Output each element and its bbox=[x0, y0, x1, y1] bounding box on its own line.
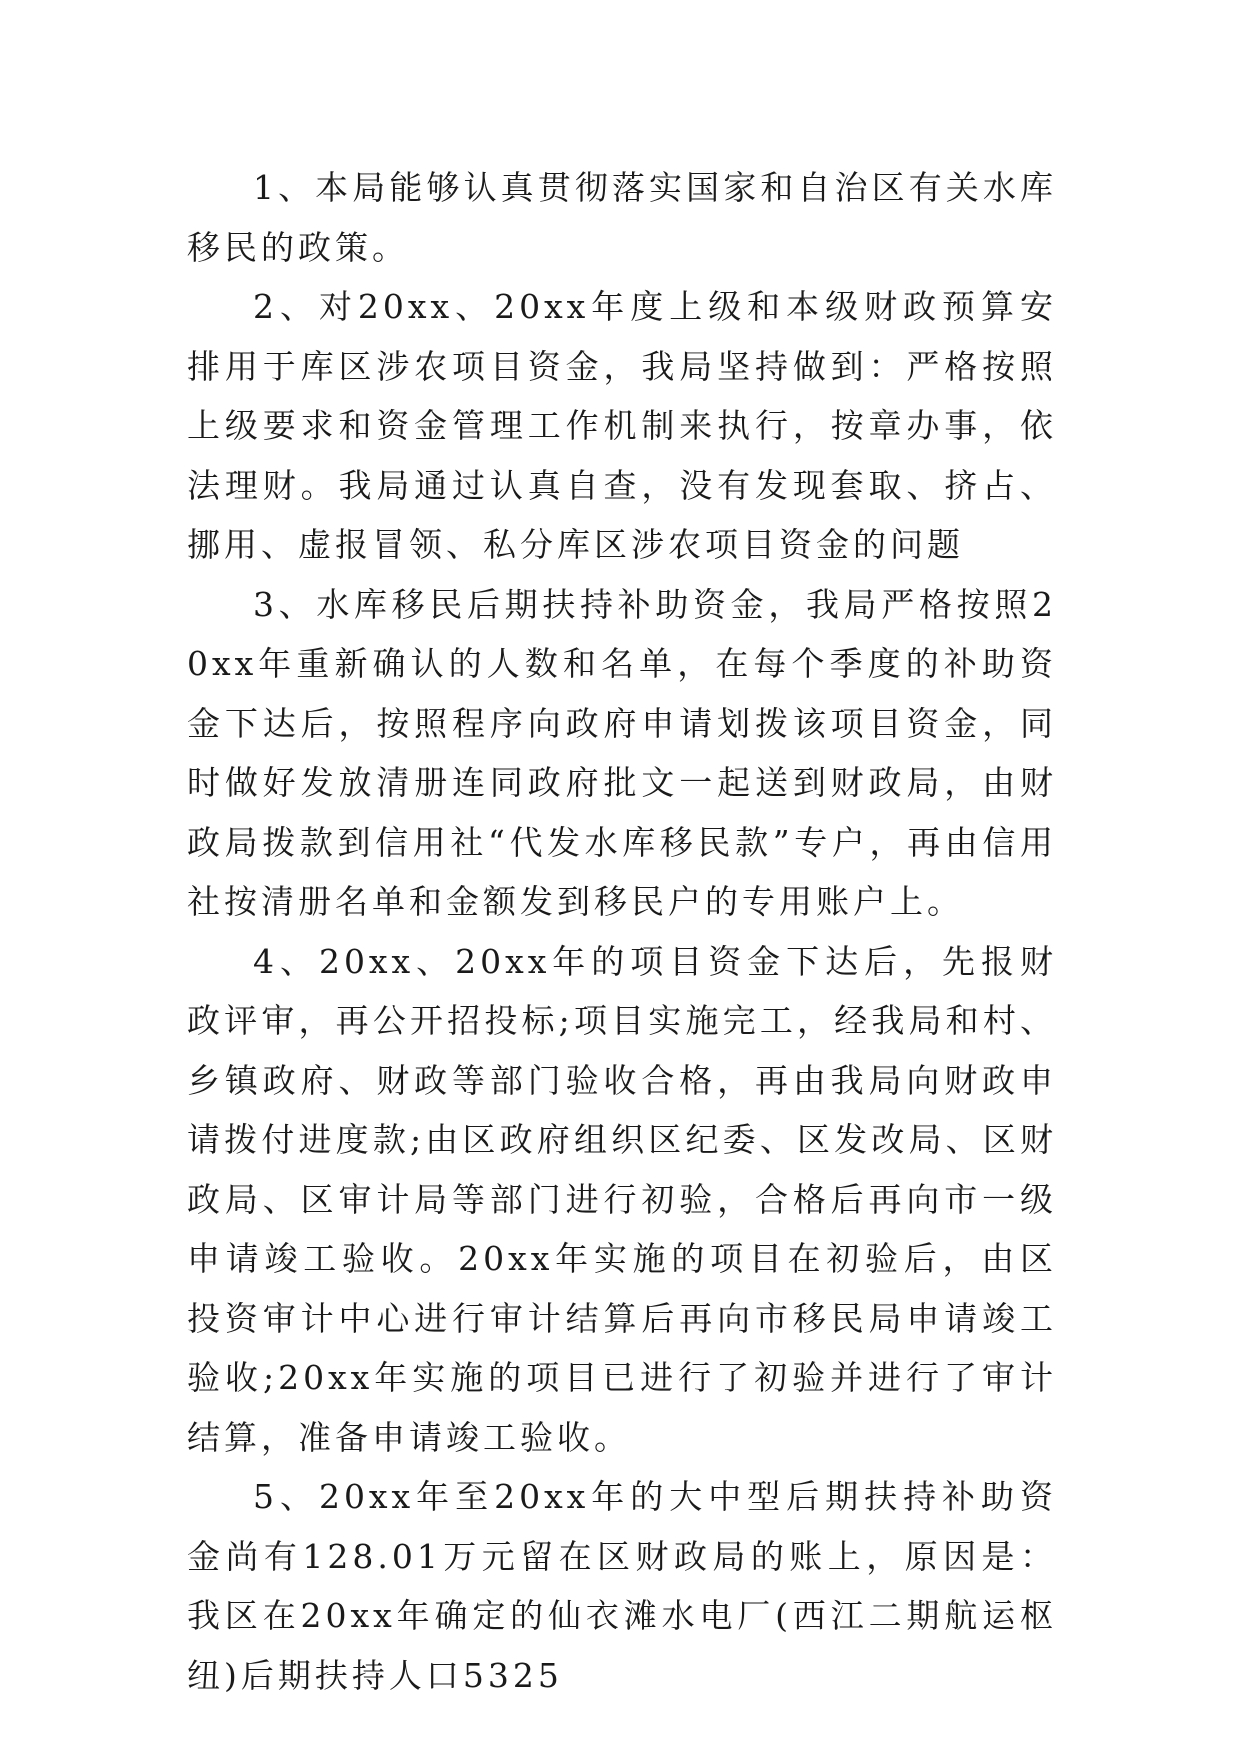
paragraph-4: 4、20xx、20xx年的项目资金下达后，先报财政评审，再公开招投标;项目实施完工，经我局和村、乡镇政府、财政等部门验收合格，再由我局向财政申请拨付进度款;由区政府组织区纪委、区发改局、区财政局、区审计局等部门进行初验，合格后再向市一级申请竣工验收。20xx年实施的项目在初验后，由区投资审计中心进行审计结算后再向市移民局申请竣工验收;20xx年实施的项目已进行了初验并进行了审计结算，准备申请竣工验收。 bbox=[187, 941, 1057, 1457]
paragraph-3: 3、水库移民后期扶持补助资金，我局严格按照20xx年重新确认的人数和名单，在每个季度的补助资金下达后，按照程序向政府申请划拨该项目资金，同时做好发放清册连同政府批文一起送到财政局，由财政局拨款到信用社“代发水库移民款”专户，再由信用社按清册名单和金额发到移民户的专用账户上。 bbox=[187, 584, 1057, 921]
paragraph-5: 5、20xx年至20xx年的大中型后期扶持补助资金尚有128.01万元留在区财政局的账上，原因是：我区在20xx年确定的仙衣滩水电厂(西江二期航运枢纽)后期扶持人口5325 bbox=[187, 1477, 1057, 1695]
document-body bbox=[187, 158, 1057, 1705]
paragraph-1: 1、本局能够认真贯彻落实国家和自治区有关水库移民的政策。 bbox=[187, 168, 1057, 267]
paragraph-2: 2、对20xx、20xx年度上级和本级财政预算安排用于库区涉农项目资金，我局坚持做到：严格按照上级要求和资金管理工作机制来执行，按章办事，依法理财。我局通过认真自查，没有发现套取、挤占、挪用、虚报冒领、私分库区涉农项目资金的问题 bbox=[187, 287, 1057, 564]
